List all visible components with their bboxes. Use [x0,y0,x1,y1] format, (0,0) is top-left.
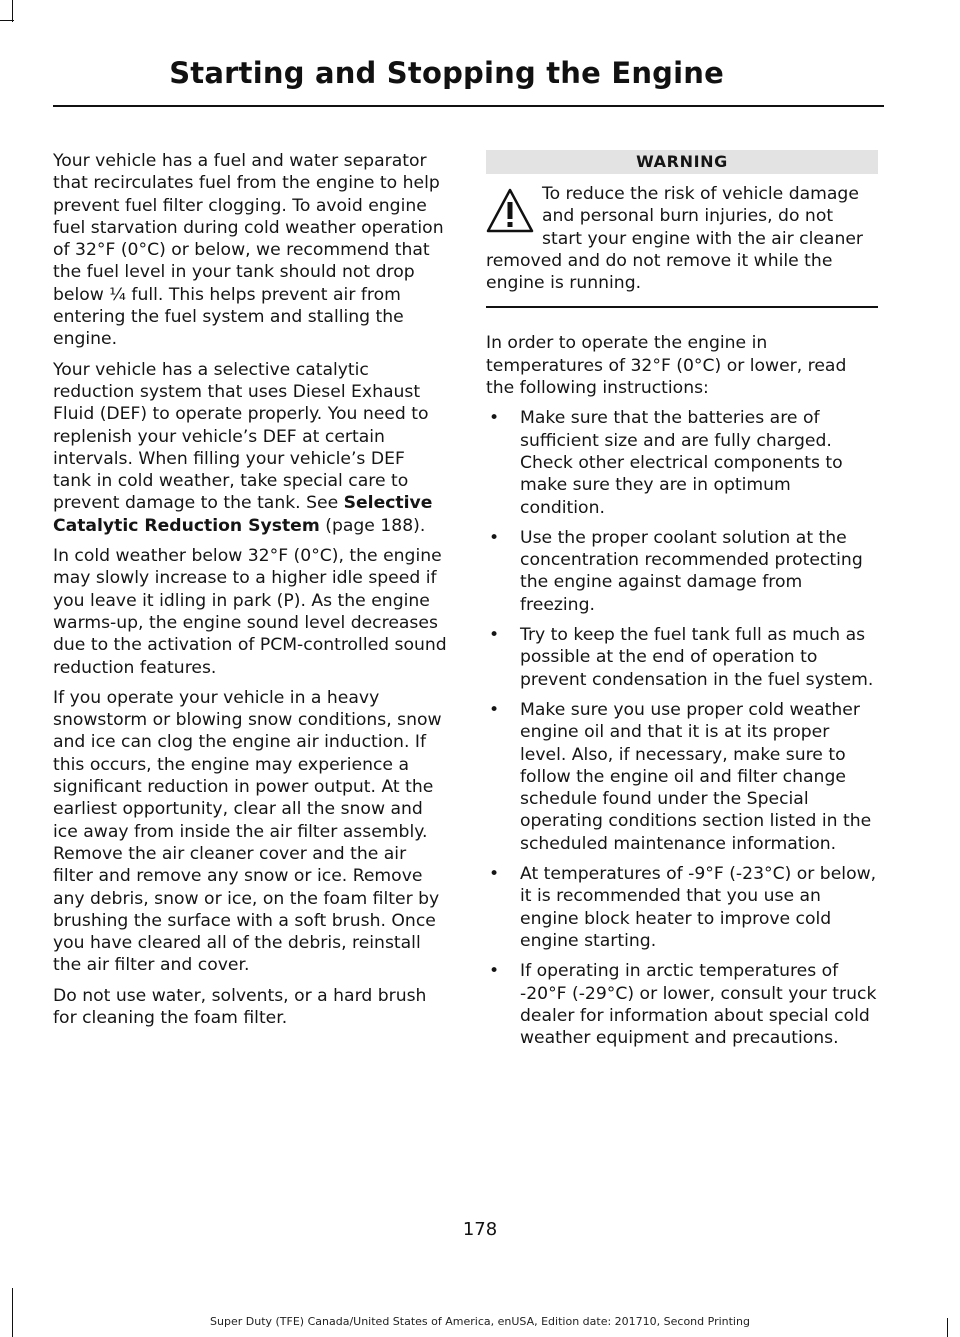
list-item: • Make sure you use proper cold weather engine oil and that it is at its proper level. Also, if necessary, make sure to follow the engine oil and filter change schedule found under the Special operating conditions section listed in the scheduled maintenance information. [486,699,878,855]
paragraph-foam-filter: Do not use water, solvents, or a hard brush for cleaning the foam filter. [53,985,427,1028]
footer-edition-info: Super Duty (TFE) Canada/United States of America, enUSA, Edition date: 201710, Second Printing [210,1315,750,1328]
list-item: • Try to keep the fuel tank full as much as possible at the end of operation to prevent condensation in the fuel system. [486,624,878,691]
list-item: • At temperatures of -9°F (-23°C) or below, it is recommended that you use an engine block heater to improve cold engine starting. [486,863,878,952]
paragraph-idle-speed: In cold weather below 32°F (0°C), the engine may slowly increase to a higher idle speed if you leave it idling in park (P). As the engine warms-up, the engine sound level decreases due to the activation of PCM-controlled sound reduction features. [53,546,447,678]
list-item: • If operating in arctic temperatures of -20°F (-29°C) or lower, consult your truck dealer for information about special cold weather equipment and precautions. [486,960,878,1049]
warning-triangle-icon [486,187,534,235]
title-divider [53,105,884,107]
intro-paragraph: In order to operate the engine in temperatures of 32°F (0°C) or lower, read the following instructions: [486,333,847,399]
warning-text: To reduce the risk of vehicle damage and personal burn injuries, do not start your engine with the air cleaner removed and do not remove it while the engine is running. [486,184,863,294]
scr-reference-link[interactable]: Selective Catalytic Reduction System [53,493,433,536]
right-column [486,150,878,1057]
page-title: Starting and Stopping the Engine [169,56,724,90]
list-item: • Use the proper coolant solution at the concentration recommended protecting the engine against damage from freezing. [486,527,878,616]
def-text: Your vehicle has a selective catalytic reduction system that uses Diesel Exhaust Fluid (DEF) to operate properly. You need to replenish your vehicle’s DEF at certain intervals. When filling your vehicle’s DEF tank in cold weather, take special care to prevent damage to the tank. See [53,359,429,514]
list-item: • Make sure that the batteries are of sufficient size and are fully charged. Check other electrical components to make sure they are in optimum condition. [486,407,878,518]
page-reference: (page 188). [325,515,426,536]
crop-mark [12,0,13,22]
instruction-list [486,407,878,1049]
paragraph-snowstorm: If you operate your vehicle in a heavy snowstorm or blowing snow conditions, snow and ice can clog the engine air induction. If this occurs, the engine may experience a significant reduction in power output. At the earliest opportunity, clear all the snow and ice away from inside the air filter assembly. Remove the air cleaner cover and the air filter and remove any snow or ice. Remove any debris, snow or ice, on the foam filter by brushing the surface with a soft brush. Once you have cleared all of the debris, reinstall the air filter and cover. [53,687,442,976]
crop-mark [12,1288,13,1337]
paragraph-def [53,359,448,537]
paragraph-fuel-separator: Your vehicle has a fuel and water separator that recirculates fuel from the engine to help prevent fuel filter clogging. To avoid engine fuel starvation during cold weather operation of 32°F (0°C) or below, we recommend that the fuel level in your tank should not drop below ¼ full. This helps prevent air from entering the fuel system and stalling the engine. [53,151,444,350]
warning-divider [486,306,878,308]
left-column [53,150,448,1037]
crop-mark [0,20,14,21]
page-number: 178 [462,1219,498,1240]
warning-box [486,183,878,294]
warning-heading: WARNING [486,150,878,174]
